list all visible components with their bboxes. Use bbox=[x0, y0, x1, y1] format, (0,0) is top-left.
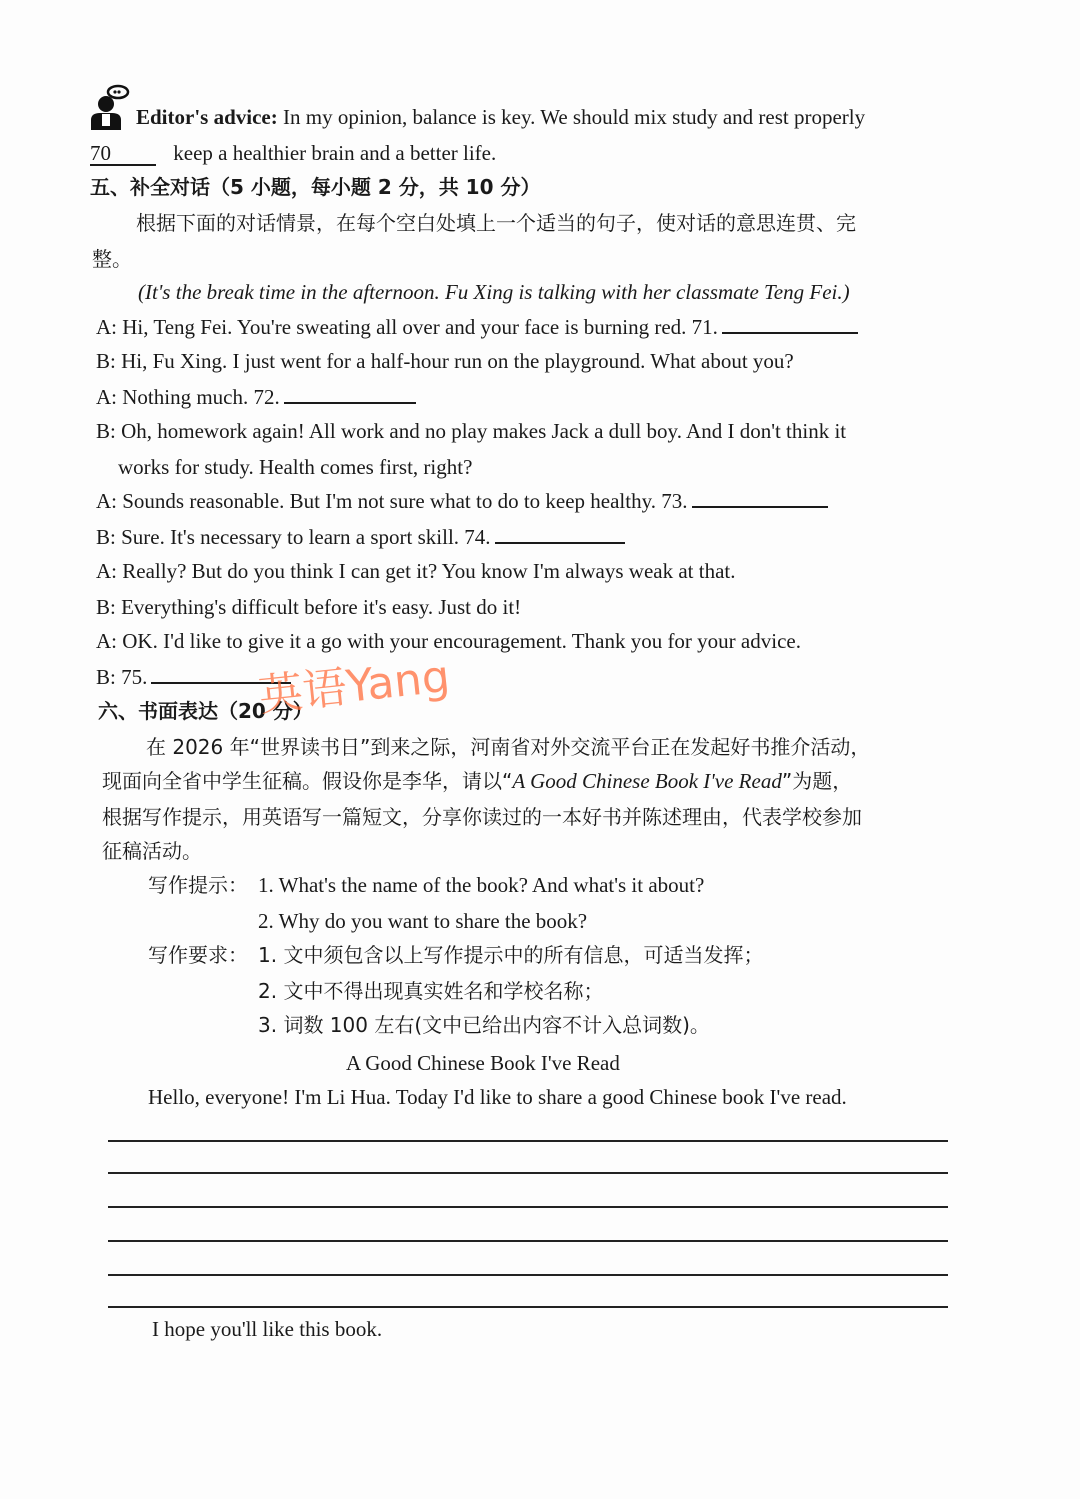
watermark: 英语Yang bbox=[256, 651, 453, 722]
writing-requirements-label: 写作要求： bbox=[148, 943, 248, 967]
editor-icon bbox=[88, 84, 134, 130]
dialogue-text: B: Sure. It's necessary to learn a sport skill. 74. bbox=[96, 525, 491, 549]
section5-instruction-1: 根据下面的对话情景，在每个空白处填上一个适当的句子，使对话的意思连贯、完 bbox=[136, 211, 856, 235]
section6-para-3: 根据写作提示，用英语写一篇短文，分享你读过的一本好书并陈述理由，代表学校参加 bbox=[102, 805, 862, 829]
editor-continuation-text: keep a healthier brain and a better life. bbox=[173, 141, 497, 165]
editor-advice-label: Editor's advice: bbox=[136, 105, 278, 129]
writing-tip: 1. What's the name of the book? And what's it about? bbox=[258, 873, 705, 897]
essay-title: A Good Chinese Book I've Read bbox=[346, 1051, 620, 1075]
blank-73[interactable] bbox=[692, 486, 828, 508]
blank-71[interactable] bbox=[722, 312, 858, 334]
editor-advice-continuation bbox=[90, 138, 496, 168]
writing-line[interactable] bbox=[108, 1172, 948, 1174]
dialogue-text: A: Sounds reasonable. But I'm not sure what to do to keep healthy. 73. bbox=[96, 489, 688, 513]
dialogue-context: (It's the break time in the afternoon. Fu Xing is talking with her classmate Teng Fei.) bbox=[138, 280, 850, 304]
dialogue-line: B: Everything's difficult before it's easy. Just do it! bbox=[96, 595, 522, 619]
dialogue-text: B: 75. bbox=[96, 665, 148, 689]
writing-requirement: 2. 文中不得出现真实姓名和学校名称； bbox=[258, 979, 604, 1003]
section6-para-1: 在 2026 年“世界读书日”到来之际，河南省对外交流平台正在发起好书推介活动， bbox=[146, 735, 871, 759]
editor-advice-line bbox=[136, 102, 865, 132]
dialogue-line bbox=[96, 486, 828, 516]
dialogue-text: A: Nothing much. 72. bbox=[96, 385, 280, 409]
dialogue-text: A: Hi, Teng Fei. You're sweating all over and your face is burning red. 71. bbox=[96, 315, 718, 339]
section6-heading: 六、书面表达（20 分） bbox=[98, 699, 313, 723]
writing-line[interactable] bbox=[108, 1206, 948, 1208]
writing-line[interactable] bbox=[108, 1140, 948, 1142]
writing-line[interactable] bbox=[108, 1240, 948, 1242]
blank-72[interactable] bbox=[284, 382, 416, 404]
essay-closing: I hope you'll like this book. bbox=[152, 1317, 383, 1341]
dialogue-line: B: Oh, homework again! All work and no play makes Jack a dull boy. And I don't think it bbox=[96, 419, 847, 443]
essay-opening: Hello, everyone! I'm Li Hua. Today I'd like to share a good Chinese book I've read. bbox=[148, 1085, 847, 1109]
para-2-text-end: ”为题， bbox=[781, 769, 853, 793]
writing-tips-label: 写作提示： bbox=[148, 873, 248, 897]
section5-heading: 五、补全对话（5 小题，每小题 2 分，共 10 分） bbox=[90, 175, 541, 199]
writing-requirement: 3. 词数 100 左右(文中已给出内容不计入总词数)。 bbox=[258, 1013, 710, 1037]
editor-advice-text: In my opinion, balance is key. We should mix study and rest properly bbox=[277, 105, 866, 129]
writing-requirement: 1. 文中须包含以上写作提示中的所有信息，可适当发挥； bbox=[258, 943, 764, 967]
writing-tip: 2. Why do you want to share the book? bbox=[258, 909, 588, 933]
dialogue-line bbox=[96, 522, 625, 552]
writing-line[interactable] bbox=[108, 1274, 948, 1276]
blank-70[interactable]: 70 bbox=[90, 142, 156, 166]
essay-title-inline: A Good Chinese Book I've Read bbox=[512, 769, 782, 793]
blank-74[interactable] bbox=[495, 522, 625, 544]
dialogue-line: B: Hi, Fu Xing. I just went for a half-hour run on the playground. What about you? bbox=[96, 349, 794, 373]
writing-line[interactable] bbox=[108, 1306, 948, 1308]
section6-para-4: 征稿活动。 bbox=[102, 839, 202, 863]
para-2-text: 现面向全省中学生征稿。假设你是李华，请以“ bbox=[102, 769, 513, 793]
section6-para-2 bbox=[102, 766, 852, 796]
section5-instruction-2: 整。 bbox=[92, 247, 132, 271]
dialogue-line: works for study. Health comes first, right? bbox=[118, 455, 473, 479]
dialogue-line bbox=[96, 312, 858, 342]
dialogue-line: A: OK. I'd like to give it a go with your encouragement. Thank you for your advice. bbox=[96, 629, 801, 653]
dialogue-line bbox=[96, 382, 416, 412]
dialogue-line: A: Really? But do you think I can get it? You know I'm always weak at that. bbox=[96, 559, 736, 583]
